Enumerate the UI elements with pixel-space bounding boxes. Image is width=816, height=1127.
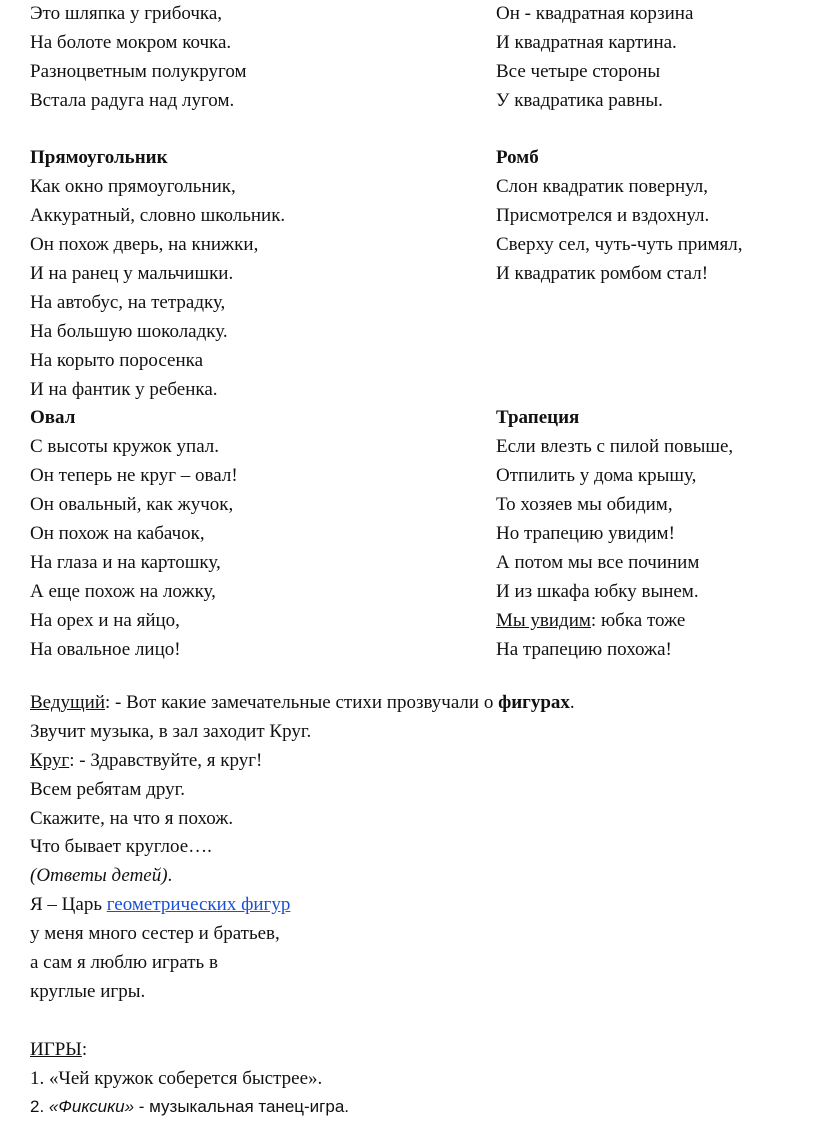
rectangle-heading: Прямоугольник [30,147,168,169]
poem-line: И из шкафа юбку вынем. [496,580,699,602]
poem-line: И квадратная картина. [496,31,677,53]
game-item-1: 1. «Чей кружок соберется быстрее». [30,1067,323,1089]
poem-line: Это шляпка у грибочка, [30,3,223,24]
circle-line [30,747,790,776]
poem-line: Разноцветным полукругом [30,60,247,82]
poem-line: На большую шоколадку. [30,320,228,342]
answers-italic: (Ответы детей) [30,865,168,887]
trapezoid-heading: Трапеция [496,407,580,429]
poem-line: Сверху сел, чуть-чуть примял, [496,234,743,256]
blank-line [30,1007,790,1036]
poem-line: На орех и на яйцо, [30,609,180,631]
circle-line: Скажите, на что я похож. [30,807,234,829]
poem-line: Все четыре стороны [496,60,661,82]
blank-line [496,376,806,405]
king-prefix: Я – Царь [30,894,107,916]
answers-end: . [167,865,173,887]
poem-line: Он теперь не круг – овал! [30,465,238,487]
circle-line: Всем ребятам друг. [30,778,185,800]
poem-line [496,607,806,636]
blank-line [496,289,806,318]
circle-line: а сам я люблю играть в [30,952,218,974]
host-text: : - Вот какие замечательные стихи прозвучали о [105,692,499,713]
game-item-2 [30,1093,790,1122]
circle-line: Что бывает круглое…. [30,836,212,858]
circle-line: у меня много сестер и братьев, [30,923,280,945]
left-column [30,0,470,664]
poem-line: Он похож на кабачок, [30,523,205,545]
poem-line: А потом мы все починим [496,551,700,573]
poem-line: Он похож дверь, на книжки, [30,234,259,256]
blank-line [496,347,806,376]
answers-line [30,862,790,891]
circle-greeting: : - Здравствуйте, я круг! [69,749,263,771]
poem-line: Он - квадратная корзина [496,3,694,24]
poem-line: Он овальный, как жучок, [30,494,234,516]
poem-line: Встала радуга над лугом. [30,89,235,111]
poem-line: С высоты кружок упал. [30,436,220,458]
poem-line: И на фантик у ребенка. [30,378,218,400]
poem-line: Слон квадратик повернул, [496,176,709,198]
we-will-see-underlined: Мы увидим [496,609,591,631]
games-title-colon: : [81,1038,88,1060]
games-heading [30,1036,790,1065]
host-line [30,689,790,718]
poem-line: На болоте мокром кочка. [30,31,232,53]
poem-line: Как окно прямоугольник, [30,176,236,198]
poem-line-rest: : юбка тоже [590,609,686,631]
game-item-2-rest: - музыкальная танец-игра. [134,1097,349,1117]
poem-line: Если влезть с пилой повыше, [496,436,734,458]
game-item-2-title: «Фиксики» [48,1097,135,1117]
host-bold-word: фигурах [498,692,570,713]
poem-line: Отпилить у дома крышу, [496,465,697,487]
circle-line: круглые игры. [30,980,146,1002]
circle-speaker: Круг [30,749,70,771]
poem-line: То хозяев мы обидим, [496,494,673,516]
games-title: ИГРЫ [30,1038,82,1060]
geometric-figures-link[interactable]: геометрических фигур [106,894,291,916]
host-text-end: . [569,692,575,713]
host-speaker: Ведущий [30,692,105,713]
poem-line: У квадратика равны. [496,89,663,111]
king-line [30,891,790,920]
poem-line: И на ранец у мальчишки. [30,263,234,285]
blank-line [496,318,806,347]
poem-line: На корыто поросенка [30,349,204,371]
poem-line: И квадратик ромбом стал! [496,263,709,285]
poem-line: Но трапецию увидим! [496,523,675,545]
rhombus-heading: Ромб [496,147,539,169]
poem-line: На автобус, на тетрадку, [30,291,226,313]
poem-line: Присмотрелся и вздохнул. [496,205,710,227]
poem-line: На трапецию похожа! [496,638,672,660]
poem-line: Аккуратный, словно школьник. [30,205,286,227]
poem-line: На овальное лицо! [30,638,181,660]
poem-line: А еще похож на ложку, [30,580,216,602]
script-section [30,689,790,1122]
stage-direction: Звучит музыка, в зал заходит Круг. [30,720,312,742]
right-column [496,0,806,664]
blank-line [30,116,470,145]
oval-heading: Овал [30,407,76,429]
poem-line: На глаза и на картошку, [30,551,221,573]
game-item-2-number: 2. [30,1097,49,1117]
blank-line [496,116,806,145]
